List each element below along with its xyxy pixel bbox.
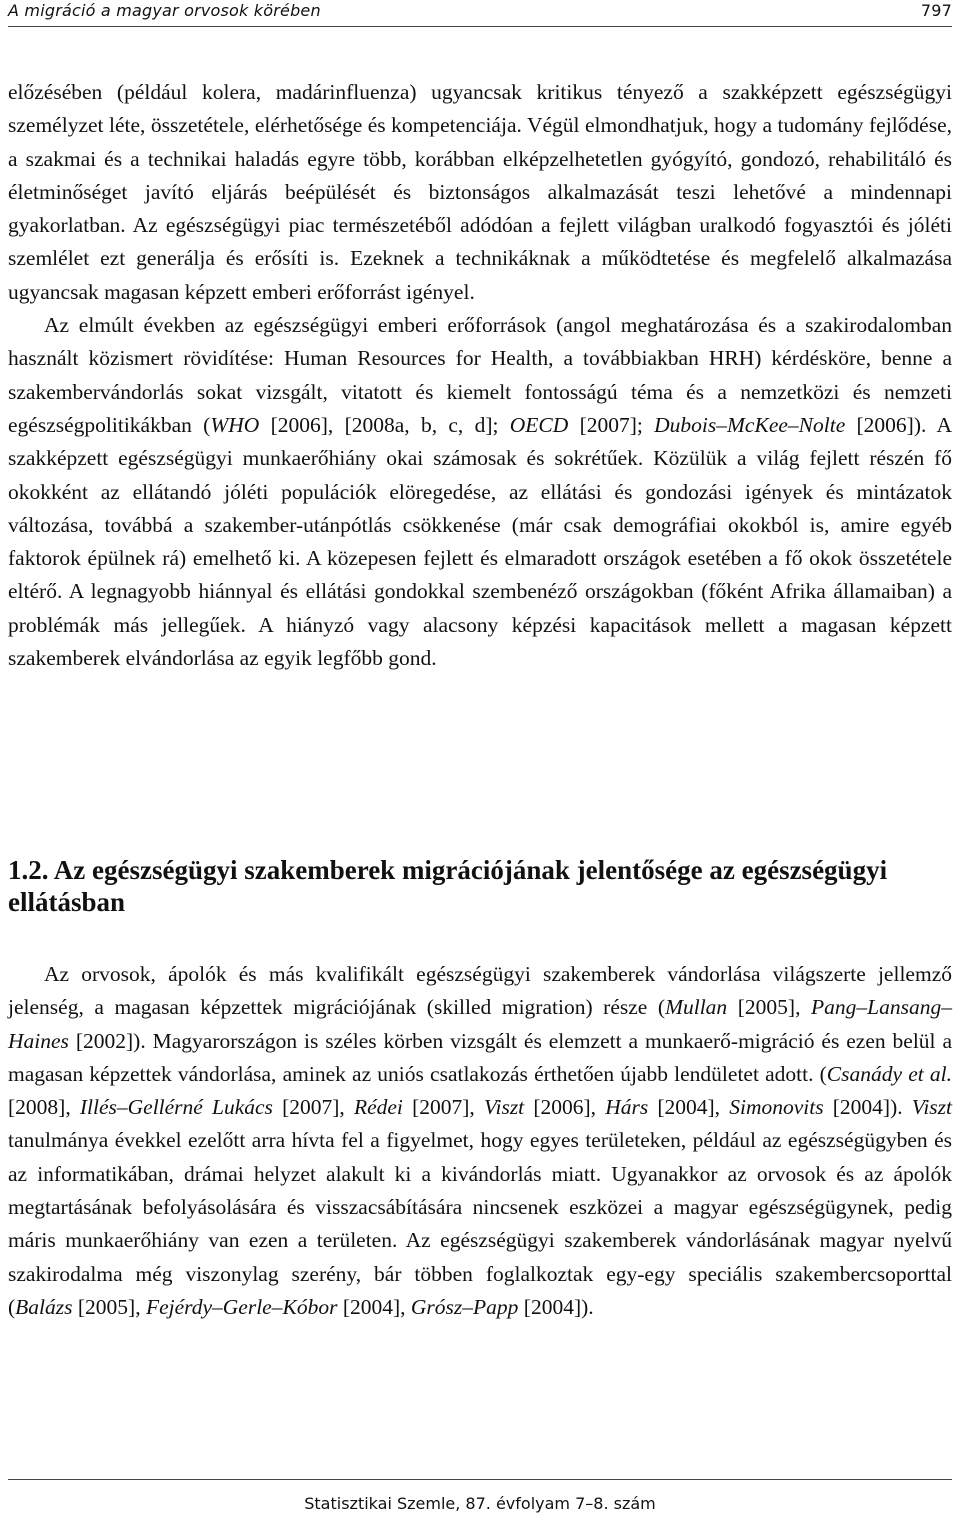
text-run: [2007],: [402, 1095, 484, 1120]
text-run: [2004],: [648, 1095, 730, 1120]
text-run: [2004]).: [518, 1294, 594, 1319]
citation-author: Grósz–Papp: [410, 1294, 519, 1319]
citation-author: Pang–Lansang–Haines: [8, 995, 952, 1053]
section-heading: 1.2. Az egészségügyi szakemberek migrációjának jelentősége az egészségügyi ellátásban: [8, 855, 888, 917]
body-text-block-2: [8, 958, 952, 1324]
citation-author: Viszt: [483, 1095, 525, 1120]
text-run: Az orvosok, ápolók és más kvalifikált egészségügyi szakemberek vándorlása világszerte jellemző jelenség, a magasan képzettek migrációjának (skilled migration) része (: [8, 962, 952, 1020]
citation-author: OECD: [509, 412, 569, 437]
paragraph: [8, 309, 952, 675]
text-run: [2008],: [8, 1095, 80, 1120]
citation-author: Viszt: [911, 1095, 952, 1120]
text-run: [2004]).: [823, 1095, 912, 1120]
text-run: [2007],: [272, 1095, 354, 1120]
footer-divider: [8, 1479, 952, 1480]
text-run: [2006]). A szakképzett egészségügyi munkaerőhiány okai számosak és sokrétűek. Közülük a világ fejlett részén fő okokként az ellátandó jóléti populációk elöregedése, az ellátási és gondozási igények és mintázatok változása, továbbá a szakember-utánpótlás csökkenése (már csak demográfiai okokból is, amire egyéb faktorok épülnek rá) emelhető ki. A közepesen fejlett és elmaradott országok esetében a fő okok összetétele eltérő. A legnagyobb hiánnyal és ellátási gondokkal szembenéző országokban (főként Afrika államaiban) a problémák más jellegűek. A hiányzó vagy alacsony képzési kapacitások mellett a magasan képzett szakemberek elvándorlása az egyik legfőbb gond.: [8, 412, 953, 671]
text-run: [2007];: [568, 412, 655, 437]
citation-author: Illés–Gellérné Lukács: [79, 1095, 273, 1120]
text-run: [2002]). Magyarországon is széles körben vizsgált és elemzett a munkaerő-migráció és ezen belül a magasan képzettek vándorlása, aminek az uniós csatlakozás érthetően újabb lendületet adott. (: [8, 1028, 952, 1086]
text-run: tanulmánya évekkel ezelőtt arra hívta fel a figyelmet, hogy egyes területeken, például az egészségügyben és az informatikában, drámai helyzet alakult ki a kivándorlás miatt. Ugyanakkor az orvosok és az ápolók megtartásának befolyásolására és visszacsábítására nincsenek eszközei a magyar egészségügynek, pedig máris munkaerőhiány van ezen a területen. Az egészségügyi szakemberek vándorlásának magyar nyelvű szakirodalma még viszonylag szerény, bár többen foglalkoztak egy-egy speciális szakembercsoporttal (: [8, 1128, 952, 1319]
citation-author: Simonovits: [729, 1095, 824, 1120]
citation-author: Csanády et al.: [826, 1061, 952, 1086]
paragraph: [8, 958, 952, 1324]
text-run: [2006], [2008a, b, c, d];: [259, 412, 510, 437]
body-text-block-1: [8, 76, 952, 675]
text-run: [2006],: [524, 1095, 606, 1120]
citation-author: WHO: [210, 412, 260, 437]
text-run: előzésében (például kolera, madárinfluenza) ugyancsak kritikus tényező a szakképzett egészségügyi személyzet léte, összetétele, elérhetősége és kompetenciája. Végül elmondhatjuk, hogy a tudomány fejlődése, a szakmai és a technikai haladás egyre több, korábban elképzelhetetlen gyógyító, gondozó, rehabilitáló és életminőséget javító eljárás beépülését és biztonságos alkalmazását teszi lehetővé a mindennapi gyakorlatban. Az egészségügyi piac természetéből adódóan a fejlett világban uralkodó fogyasztói és jóléti szemlélet ezt generálja és erősíti is. Ezeknek a technikáknak a működtetése és megfelelő alkalmazása ugyancsak magasan képzett emberi erőforrást igényel.: [8, 80, 952, 304]
journal-footer: Statisztikai Szemle, 87. évfolyam 7–8. szám: [304, 1494, 656, 1513]
page-number: 797: [920, 1, 952, 20]
running-title: A migráció a magyar orvosok körében: [8, 1, 321, 20]
paragraph: [8, 76, 952, 309]
text-run: Az elmúlt években az egészségügyi emberi erőforrások (angol meghatározása és a szakirodalomban használt közismert rövidítése: Human Resources for Health, a továbbiakban HRH) kérdésköre, benne a szakembervándorlás sokat vizsgált, vitatott és kiemelt fontosságú téma és a nemzetközi és nemzeti egészségpolitikákban (: [8, 313, 952, 437]
citation-author: Fejérdy–Gerle–Kóbor: [145, 1294, 338, 1319]
citation-author: Hárs: [605, 1095, 649, 1120]
citation-author: Dubois–McKee–Nolte: [654, 412, 846, 437]
citation-author: Rédei: [353, 1095, 403, 1120]
citation-author: Balázs: [15, 1294, 73, 1319]
text-run: [2005],: [72, 1294, 146, 1319]
text-run: [2004],: [337, 1294, 411, 1319]
running-header: [8, 0, 952, 27]
text-run: [2005],: [727, 995, 812, 1020]
citation-author: Mullan: [665, 995, 728, 1020]
